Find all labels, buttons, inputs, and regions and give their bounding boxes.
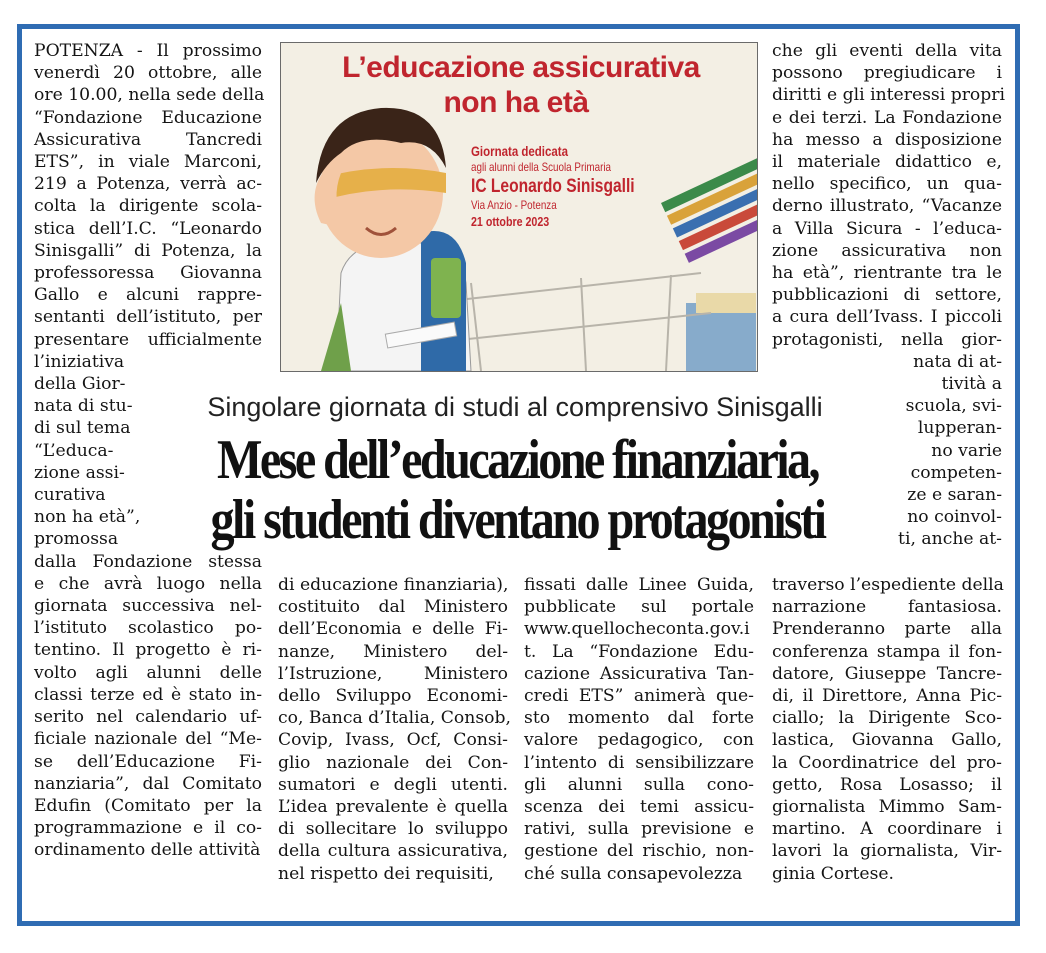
text-line: no varie (931, 440, 1002, 461)
text-line: la Coordinatrice del pro- (772, 752, 1002, 773)
text-line: co, Banca d’Italia, Consob, (278, 708, 511, 729)
photo-title-line-1: L’educazione assicurativa (342, 51, 700, 84)
text-line: di, il Direttore, Anna Pic- (772, 686, 1002, 707)
text-line: t. La “Fondazione Edu- (524, 641, 754, 662)
headline-line-1: Mese dell’educazione finanziaria, (216, 429, 819, 491)
text-line: nanze, Ministero del- (278, 641, 508, 662)
text-line: giornalista Mimmo Sam- (772, 797, 1002, 818)
text-line: nata di at- (913, 351, 1002, 372)
text-line: diritti e gli interessi propri (772, 85, 1005, 106)
text-line: cazione Assicurativa Tan- (524, 663, 754, 684)
text-line: lavori la giornalista, Vir- (772, 841, 1002, 862)
text-line: sentanti dell’istituto, per (34, 307, 262, 328)
article-kicker: Singolare giornata di studi al comprensivo Sinisgalli (207, 392, 823, 422)
text-line: rativi, sulla previsione e (524, 819, 754, 840)
photo-info-line-4: Via Anzio - Potenza (471, 198, 557, 212)
text-line: ha età”, rientrante tra le (772, 263, 1002, 284)
text-line: zione assi- (34, 462, 125, 483)
photo-title-line-2: non ha età (443, 86, 589, 119)
text-line: tività a (941, 374, 1002, 395)
article-photo (280, 42, 758, 372)
text-line: credi ETS” animerà que- (524, 686, 754, 707)
text-line: ha messo a disposizione (772, 129, 1002, 150)
text-line: nata di stu- (34, 396, 133, 417)
article-column-2 (278, 574, 511, 885)
text-line: datore, Giuseppe Tancre- (772, 663, 1002, 684)
text-line: della Gior- (34, 374, 126, 395)
text-line: getto, Rosa Losasso; il (772, 774, 1002, 795)
text-line: giornata successiva nel- (34, 596, 262, 617)
text-line: dalla Fondazione stessa (34, 551, 262, 572)
text-line: www.quellocheconta.gov.i (524, 619, 750, 640)
text-line: Assicurativa Tancredi (34, 129, 262, 150)
photo-info-line-3: IC Leonardo Sinisgalli (471, 176, 635, 197)
text-line: e dei terzi. La Fondazione (772, 107, 1002, 128)
text-line: che gli eventi della vita (772, 41, 1002, 61)
text-line: nanziaria”, dal Comitato (34, 773, 262, 794)
text-line: della cultura assicurativa, (278, 841, 508, 862)
text-line: ordinamento delle attività (34, 840, 261, 861)
text-line: stica dell’I.C. “Leonardo (34, 218, 262, 239)
text-line: ficiale nazionale del “Me- (34, 729, 262, 750)
text-line: volto agli alunni delle (34, 662, 262, 683)
text-line: l’intento di sensibilizzare (524, 752, 754, 773)
text-line: sto momento dal forte (524, 708, 754, 729)
text-line: il materiale didattico e, (772, 152, 1002, 173)
photo-info-line-1: Giornata dedicata (471, 143, 568, 159)
text-line: gestione del rischio, non- (524, 841, 754, 862)
text-line: ti, anche at- (898, 529, 1002, 550)
text-line: dell’Economia e delle Fi- (278, 619, 508, 640)
text-line: scuola, svi- (905, 396, 1002, 417)
text-line: lupperan- (917, 418, 1002, 439)
text-line: ore 10.00, nella sede della (34, 85, 265, 106)
text-line: classi terze ed è stato in- (34, 684, 262, 705)
text-line: possono pregiudicare i (772, 63, 1002, 84)
text-line: POTENZA - Il prossimo (34, 41, 262, 61)
text-line: Gallo e alcuni rappre- (34, 285, 262, 306)
text-line: Prenderanno parte alla (772, 619, 1002, 640)
text-line: programmazione e il co- (34, 818, 262, 839)
text-line: nello specifico, un qua- (772, 174, 1002, 195)
text-line: derno illustrato, “Vacanze (772, 196, 1002, 217)
article-headline (201, 430, 833, 550)
text-line: competen- (910, 462, 1002, 483)
text-line: a Villa Sicura - l’educa- (772, 218, 1002, 239)
text-line: protagonisti, nella gior- (772, 329, 1002, 350)
text-line: narrazione fantasiosa. (772, 597, 1002, 618)
text-line: sumatori e degli utenti. (278, 774, 508, 795)
text-line: ginia Cortese. (772, 863, 895, 884)
text-line: promossa (34, 529, 119, 550)
text-line: valore pedagogico, con (524, 730, 754, 751)
text-line: di sul tema (34, 418, 131, 439)
text-line: “Fondazione Educazione (34, 107, 262, 128)
photo-info-block (471, 143, 635, 230)
text-line: martino. A coordinare i (772, 819, 1002, 840)
text-line: 219 a Potenza, verrà ac- (34, 174, 262, 195)
text-line: fissati dalle Linee Guida, (524, 575, 754, 595)
article-column-4-bottom (772, 574, 1002, 885)
photo-info-line-2: agli alunni della Scuola Primaria (471, 160, 612, 174)
text-line: se dell’Educazione Fi- (34, 751, 262, 772)
text-line: venerdì 20 ottobre, alle (34, 63, 262, 84)
photo-info-line-5: 21 ottobre 2023 (471, 214, 550, 229)
text-line: lastica, Giovanna Gallo, (772, 730, 1002, 751)
text-line: serito nel calendario uf- (34, 707, 262, 728)
text-line: Edufin (Comitato per la (34, 795, 262, 816)
text-line: costituito dal Ministero (278, 597, 508, 618)
text-line: Sinisgalli” di Potenza, la (34, 240, 262, 261)
text-line: tentino. Il progetto è ri- (34, 640, 262, 661)
text-line: e che avrà luogo nella (34, 573, 262, 594)
text-line: nel rispetto dei requisiti, (278, 863, 494, 884)
text-line: ETS”, in viale Marconi, (34, 152, 262, 173)
text-line: presentare ufficialmente (34, 329, 262, 350)
text-line: scenza dei temi assicu- (524, 797, 754, 818)
text-line: l’istituto scolastico po- (34, 618, 262, 639)
text-line: ché sulla consapevolezza (524, 863, 743, 884)
text-line: non ha età”, (34, 507, 141, 528)
text-line: no coinvol- (907, 507, 1002, 528)
text-line: a cura dell’Ivass. I piccoli (772, 307, 1002, 328)
text-line: “L’educa- (34, 440, 114, 461)
text-line: l’Istruzione, Ministero (278, 663, 508, 684)
text-line: l’iniziativa (34, 351, 125, 372)
text-line: ciallo; la Dirigente Sco- (772, 708, 1002, 729)
text-line: glio nazionale dei Con- (278, 752, 508, 773)
text-line: di sollecitare lo sviluppo (278, 819, 508, 840)
text-line: pubblicate sul portale (524, 597, 754, 618)
text-line: traverso l’espediente della (772, 575, 1004, 595)
text-line: ze e saran- (907, 485, 1002, 506)
text-line: conferenza stampa il fon- (772, 641, 1002, 662)
text-line: curativa (34, 485, 106, 506)
article-column-3 (524, 574, 754, 885)
text-line: pubblicazioni di settore, (772, 285, 1002, 306)
text-line: dello Sviluppo Economi- (278, 686, 508, 707)
text-line: colta la dirigente scola- (34, 196, 262, 217)
text-line: zione assicurativa non (772, 240, 1002, 261)
text-line: gli alunni sulla cono- (524, 774, 754, 795)
headline-line-2: gli studenti diventano protagonisti (210, 489, 825, 551)
text-line: Covip, Ivass, Ocf, Consi- (278, 730, 508, 751)
text-line: professoressa Giovanna (34, 263, 262, 284)
text-line: L’idea prevalente è quella (278, 797, 508, 818)
text-line: di educazione finanziaria), (278, 575, 509, 595)
